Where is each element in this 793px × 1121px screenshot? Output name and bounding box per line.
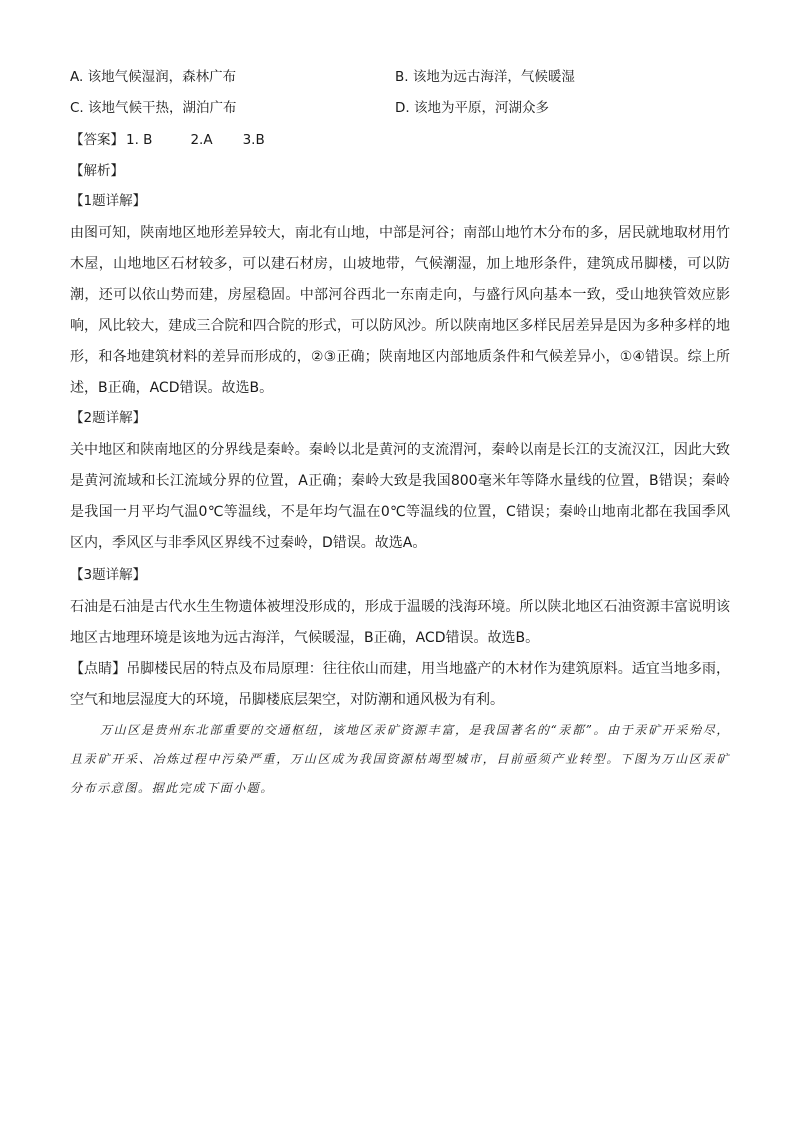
option-d: D. 该地为平原，河湖众多 xyxy=(395,100,549,116)
answer-3: 3.B xyxy=(242,132,265,148)
key-point-text: 吊脚楼民居的特点及布局原理：往往依山而建，用当地盛产的木材作为建筑原料。适宜当地多雨，空气和地层湿度大的环境，吊脚楼底层架空，对防潮和通风极为有利。 xyxy=(70,661,731,708)
q2-explanation: 关中地区和陕南地区的分界线是秦岭。秦岭以北是黄河的支流渭河，秦岭以南是长江的支流汉江，因此大致是黄河流域和长江流域分界的位置，A正确；秦岭大致是我国800毫米年等降水量线的位置，B错误；秦岭是我国一月平均气温0℃等温线，不是年均气温在0℃等温线的位置，C错误；秦岭山地南北都在我国季风区内，季风区与非季风区界线不过秦岭，D错误。故选A。 xyxy=(70,442,730,551)
key-point-label: 【点睛】 xyxy=(70,661,127,677)
q2-heading: 【2题详解】 xyxy=(70,410,147,426)
key-point-note xyxy=(70,654,730,716)
reading-passage: 万山区是贵州东北部重要的交通枢纽，该地区汞矿资源丰富，是我国著名的“汞都”。由于汞矿开采殆尽，且汞矿开采、冶炼过程中污染严重，万山区成为我国资源枯竭型城市，目前亟须产业转型。下图为万山区汞矿分布示意图。据此完成下面小题。 xyxy=(70,723,730,795)
q3-heading: 【3题详解】 xyxy=(70,567,147,583)
answer-1: 1. B xyxy=(126,132,153,148)
answer-2: 2.A xyxy=(190,132,213,148)
option-a: A. 该地气候湿润，森林广布 xyxy=(70,69,237,85)
answer-line xyxy=(70,129,265,151)
answer-label: 【答案】 xyxy=(70,132,124,148)
option-b: B. 该地为远古海洋，气候暖湿 xyxy=(395,69,575,85)
q1-heading: 【1题详解】 xyxy=(70,193,147,209)
q1-explanation: 由图可知，陕南地区地形差异较大，南北有山地，中部是河谷；南部山地竹木分布的多，居民就地取材用竹木屋，山地地区石材较多，可以建石材房，山坡地带，气候潮湿，加上地形条件，建筑成吊脚楼，可以防潮，还可以依山势而建，房屋稳固。中部河谷西北一东南走向，与盛行风向基本一致，受山地狭管效应影响，风比较大，建成三合院和四合院的形式，可以防风沙。所以陕南地区多样民居差异是因为多种多样的地形，和各地建筑材料的差异而形成的，②③正确；陕南地区内部地质条件和气候差异小，①④错误。综上所述，B正确，ACD错误。故选B。 xyxy=(70,225,730,396)
options-row-cd xyxy=(70,97,720,119)
q3-explanation: 石油是石油是古代水生生物遗体被埋没形成的，形成于温暖的浅海环境。所以陕北地区石油资源丰富说明该地区古地理环境是该地为远古海洋，气候暖湿，B正确，ACD错误。故选B。 xyxy=(70,599,730,646)
option-c: C. 该地气候干热，湖泊广布 xyxy=(70,100,237,116)
options-row-ab xyxy=(70,66,720,88)
analysis-heading: 【解析】 xyxy=(70,163,124,179)
